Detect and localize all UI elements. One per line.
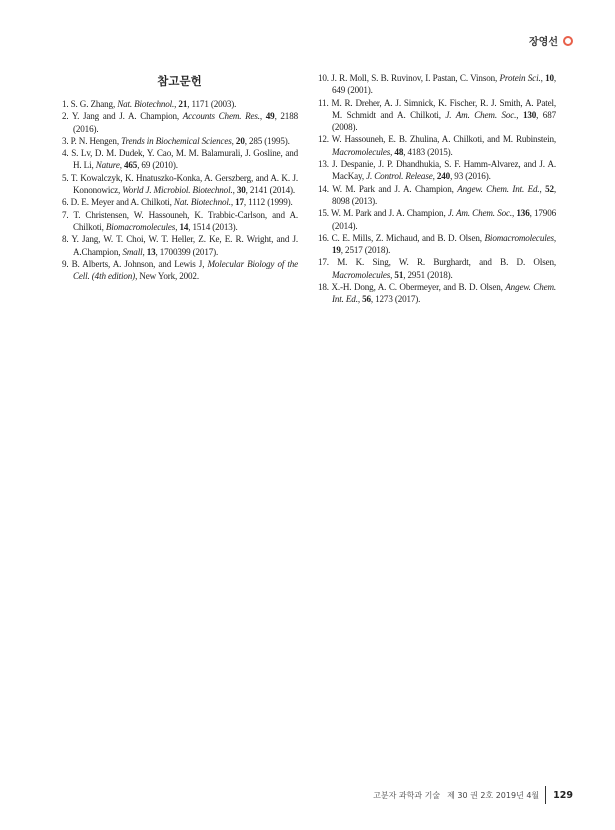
ring-marker-icon: [563, 36, 573, 46]
reference-text: 12. W. Hassouneh, E. B. Zhulina, A. Chilkoti, and M. Rubinstein,: [318, 134, 556, 145]
reference-item: [318, 183, 556, 208]
reference-item: [62, 135, 298, 147]
reference-text: , 1171 (2003).: [187, 99, 237, 109]
reference-text: 4. S. Lv, D. M. Dudek, Y. Cao, M. M. Balamurali, J. Gosline, and H. Li,: [62, 148, 298, 171]
reference-text: ,: [231, 135, 236, 146]
reference-text: , 93 (2016).: [450, 171, 491, 182]
journal-title: Protein Sci.: [499, 73, 541, 83]
journal-title: Small: [122, 246, 143, 257]
reference-text: ,: [232, 185, 237, 196]
reference-item: [318, 158, 556, 183]
reference-item: [318, 97, 556, 134]
page-number: 129: [553, 789, 573, 801]
reference-text: , 4183 (2015).: [403, 146, 453, 157]
reference-item: [62, 110, 298, 135]
reference-item: [318, 72, 556, 97]
volume: 56: [362, 294, 371, 305]
volume: 465: [123, 160, 138, 171]
reference-text: ,: [432, 171, 437, 182]
reference-text: 18. X.-H. Dong, A. C. Obermeyer, and B. D. Olsen,: [318, 282, 506, 293]
reference-text: , 1273 (2017).: [370, 294, 421, 305]
reference-text: ,: [259, 111, 266, 122]
reference-item: [62, 172, 298, 197]
reference-text: , 8098 (2013).: [332, 183, 556, 206]
reference-text: , New York, 2002.: [135, 271, 199, 282]
reference-text: 7. T. Christensen, W. Hassouneh, K. Trabbic-Carlson, and A. Chilkoti,: [62, 209, 298, 232]
reference-text: ,: [390, 269, 395, 280]
author-name: 장영선: [529, 37, 558, 48]
references-right-column: [318, 72, 556, 306]
running-header-author: [529, 33, 573, 48]
reference-text: , 649 (2001).: [332, 73, 557, 96]
journal-title: Biomacromolecules: [105, 221, 176, 232]
volume: 17: [235, 197, 244, 208]
reference-text: 16. C. E. Mills, Z. Michaud, and B. D. Olsen,: [318, 232, 485, 243]
reference-item: [62, 147, 298, 172]
volume: 48: [394, 146, 404, 157]
issue-info: 제 30 권 2호 2019년 4월: [447, 790, 540, 800]
volume: 10: [545, 73, 554, 83]
journal-title: Biomacromolecules: [484, 232, 554, 243]
reference-text: ,: [175, 221, 180, 232]
volume: 49: [265, 111, 275, 122]
reference-item: [318, 133, 556, 158]
journal-title: Nature: [95, 160, 120, 171]
reference-text: , 1514 (2013).: [188, 221, 238, 232]
reference-text: 11. M. R. Dreher, A. J. Simnick, K. Fischer, R. J. Smith, A. Patel, M. Schmidt and A. Chilkoti,: [318, 97, 556, 120]
volume: 20: [235, 135, 245, 146]
reference-text: , 69 (2010).: [137, 160, 178, 171]
volume: 240: [436, 171, 451, 182]
reference-text: 2. Y. Jang and J. A. Champion,: [62, 111, 183, 122]
reference-text: , 2188 (2016).: [73, 111, 299, 134]
reference-text: , 2517 (2018).: [340, 245, 391, 256]
reference-text: 9. B. Alberts, A. Johnson, and Lewis J,: [62, 258, 208, 269]
journal-title: Macromolecules: [332, 146, 391, 157]
volume: 13: [146, 246, 156, 257]
reference-text: 14. W. M. Park and J. A. Champion,: [318, 183, 458, 194]
volume: 14: [179, 221, 189, 232]
journal-title: Angew. Chem. Int. Ed.: [457, 183, 540, 194]
reference-text: , 1700399 (2017).: [155, 246, 219, 257]
journal-title: Accounts Chem. Res.: [182, 111, 260, 122]
volume: 51: [394, 269, 404, 280]
reference-text: , 17906 (2014).: [332, 208, 556, 231]
reference-text: 8. Y. Jang, W. T. Choi, W. T. Heller, Z. Ke, E. R. Wright, and J. A.Champion,: [62, 234, 298, 257]
references-left-column: [62, 98, 298, 282]
volume: 52: [545, 183, 554, 194]
journal-title: Nat. Biotechnol.: [117, 99, 175, 109]
reference-item: [318, 207, 556, 232]
journal-title: Macromolecules: [332, 269, 391, 280]
section-title: 참고문헌: [157, 74, 202, 88]
reference-item: [318, 256, 556, 281]
reference-text: , 285 (1995).: [244, 135, 290, 146]
volume: 136: [516, 208, 530, 219]
reference-item: [318, 232, 556, 257]
journal-title: Molecular Biology of the Cell. (4th edition): [73, 258, 298, 282]
reference-text: ,: [516, 109, 523, 120]
reference-item: [62, 196, 298, 208]
reference-text: ,: [119, 160, 124, 171]
journal-name: 고분자 과학과 기술: [373, 790, 441, 800]
reference-item: [318, 281, 556, 306]
journal-title: J. Am. Chem. Soc.: [447, 208, 512, 219]
footer-divider: [545, 786, 546, 804]
reference-text: , 2141 (2014).: [245, 185, 296, 196]
reference-text: , 2951 (2018).: [403, 269, 453, 280]
reference-text: 15. W. M. Park and J. A. Champion,: [318, 208, 448, 219]
volume: 130: [522, 109, 537, 120]
reference-text: ,: [142, 246, 147, 257]
journal-title: Trends in Biochemical Sciences: [121, 135, 232, 146]
reference-text: 13. J. Despanie, J. P. Dhandhukia, S. F. Hamm-Alvarez, and J. A. MacKay,: [318, 159, 556, 182]
reference-text: ,: [539, 183, 546, 194]
reference-text: , 687 (2008).: [332, 109, 556, 133]
reference-text: 1. S. G. Zhang,: [62, 99, 118, 109]
journal-title: J. Control. Release: [366, 171, 433, 182]
reference-text: ,: [512, 208, 517, 219]
reference-text: ,: [553, 232, 556, 243]
reference-text: ,: [357, 294, 363, 305]
journal-title: J. Am. Chem. Soc.: [445, 109, 517, 120]
reference-item: [62, 233, 298, 258]
volume: 19: [332, 245, 341, 256]
reference-text: 6. D. E. Meyer and A. Chilkoti,: [62, 197, 174, 208]
reference-text: ,: [540, 73, 546, 83]
reference-item: [62, 209, 298, 234]
reference-text: ,: [174, 99, 179, 109]
reference-text: , 1112 (1999).: [243, 197, 293, 208]
journal-title: World J. Microbiol. Biotechnol.: [122, 185, 233, 196]
journal-title: Angew. Chem. Int. Ed.: [332, 282, 557, 305]
volume: 21: [178, 99, 188, 109]
reference-text: ,: [390, 146, 395, 157]
reference-item: [62, 258, 298, 283]
page-footer: [373, 786, 573, 804]
journal-title: Nat. Biotechnol.: [173, 197, 231, 208]
reference-item: [62, 98, 298, 110]
reference-text: ,: [230, 197, 236, 208]
reference-text: 5. T. Kowalczyk, K. Hnatuszko-Konka, A. Gerszberg, and A. K. J. Kononowicz,: [62, 172, 298, 196]
reference-text: 17. M. K. Sing, W. R. Burghardt, and B. D. Olsen,: [318, 257, 556, 268]
reference-text: 10. J. R. Moll, S. B. Ruvinov, I. Pastan, C. Vinson,: [318, 73, 500, 83]
reference-text: 3. P. N. Hengen,: [62, 135, 122, 146]
volume: 30: [236, 185, 246, 196]
